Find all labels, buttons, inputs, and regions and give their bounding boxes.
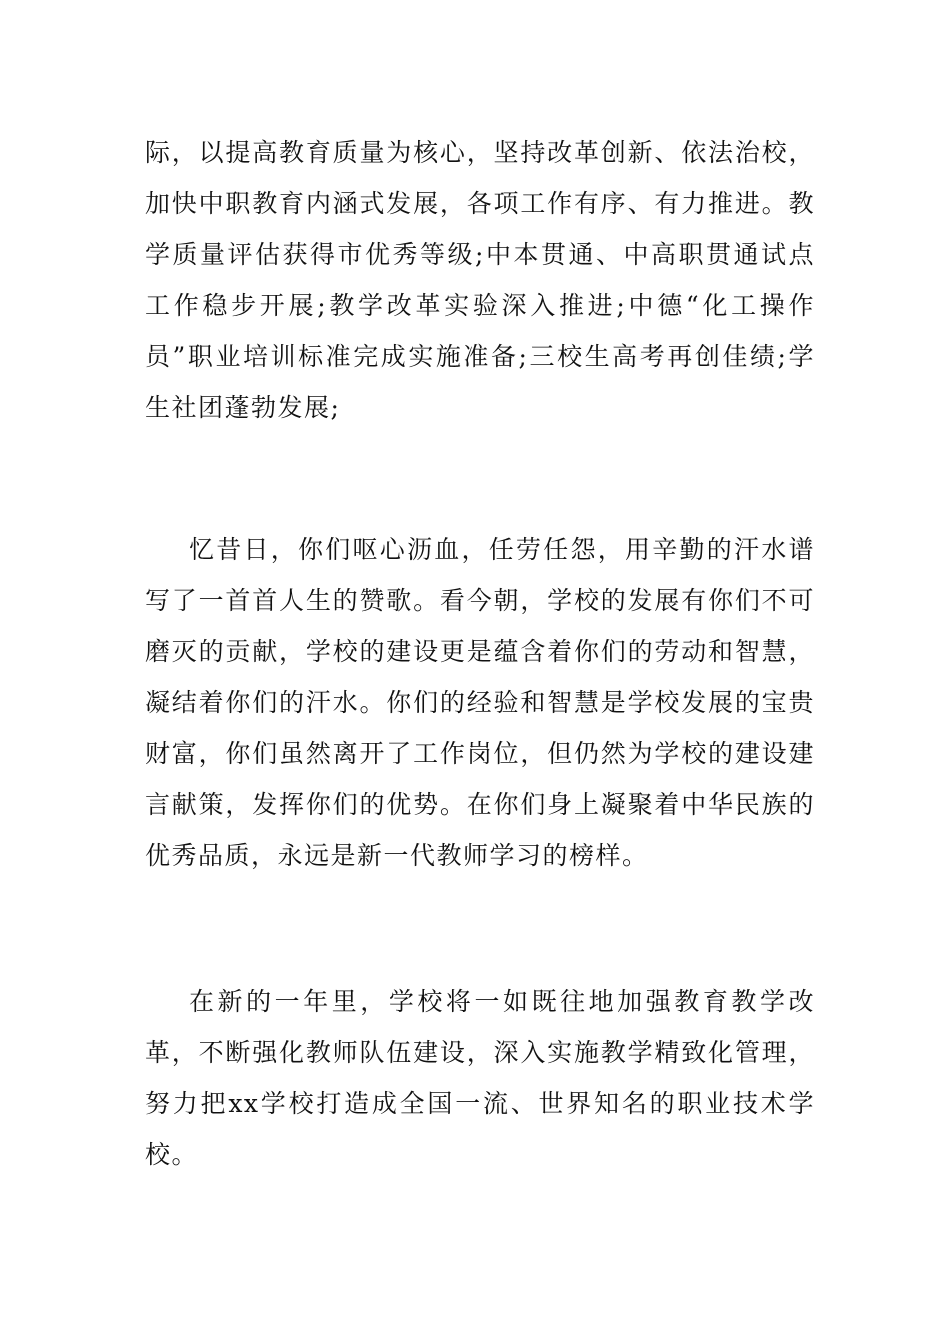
paragraph-2: 忆昔日，你们呕心沥血，任劳任怨，用辛勤的汗水谱写了一首首人生的赞歌。看今朝，学校的发展有你们不可磨灭的贡献，学校的建设更是蕴含着你们的劳动和智慧，凝结着你们的汗水。你们的经验和智慧是学校发展的宝贵财富，你们虽然离开了工作岗位，但仍然为学校的建设建言献策，发挥你们的优势。在你们身上凝聚着中华民族的优秀品质，永远是新一代教师学习的榜样。 (145, 535, 815, 870)
paragraph-3: 在新的一年里，学校将一如既往地加强教育教学改革，不断强化教师队伍建设，深入实施教学精致化管理，努力把xx学校打造成全国一流、世界知名的职业技术学校。 (145, 987, 815, 1169)
paragraph-1: 际，以提高教育质量为核心，坚持改革创新、依法治校，加快中职教育内涵式发展，各项工作有序、有力推进。教学质量评估获得市优秀等级;中本贯通、中高职贯通试点工作稳步开展;教学改革实验深入推进;中德“化工操作员”职业培训标准完成实施准备;三校生高考再创佳绩;学生社团蓬勃发展; (145, 138, 815, 422)
